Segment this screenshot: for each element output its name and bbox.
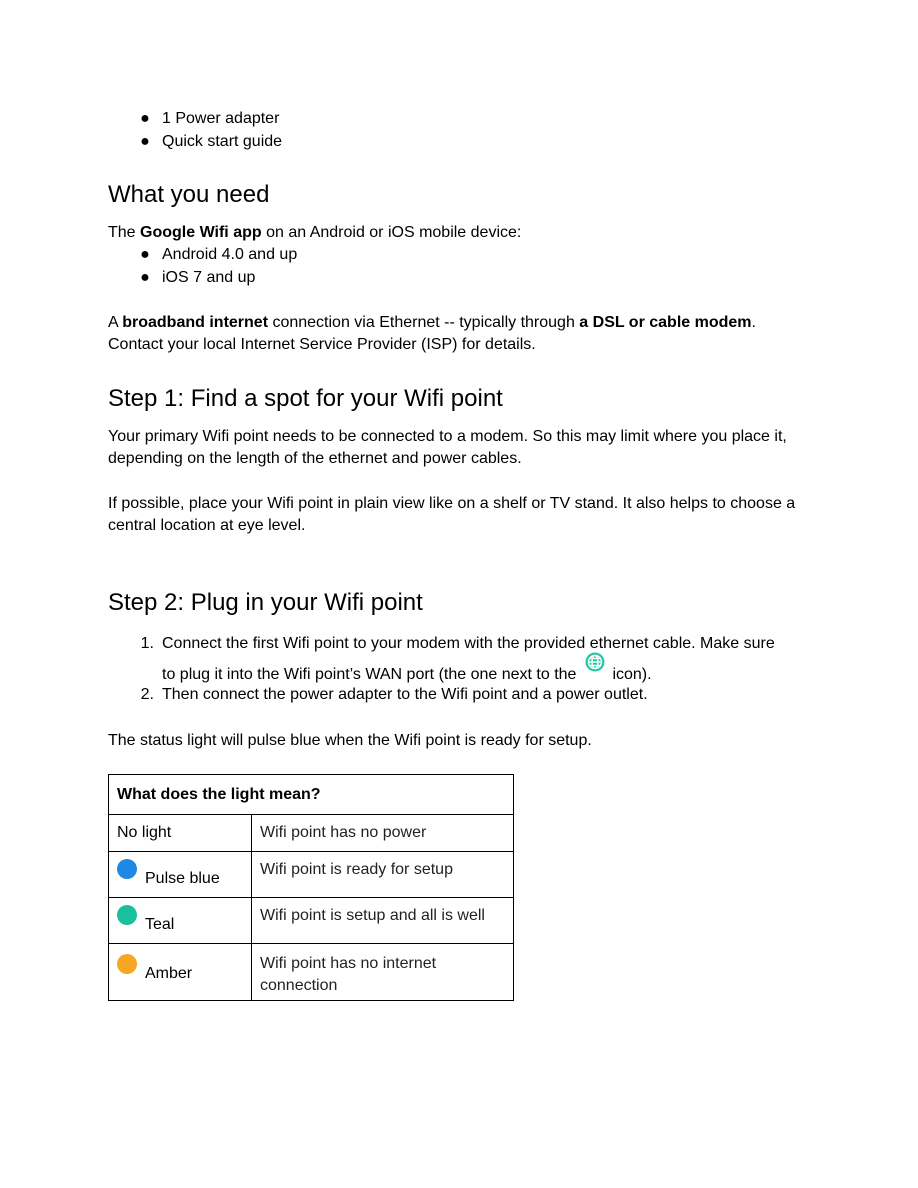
blue-light-icon xyxy=(117,859,137,879)
amber-light-icon xyxy=(117,954,137,974)
meaning-cell: Wifi point has no power xyxy=(252,815,514,852)
bullet-icon: ● xyxy=(140,268,150,286)
broadband-requirement-text: A broadband internet connection via Ethernet -- typically through a DSL or cable modem. Contact your local Internet Service Provider (ISP) for details. xyxy=(108,314,756,353)
table-row xyxy=(109,815,514,852)
meaning-cell: Wifi point has no internet connection xyxy=(252,944,514,1001)
app-requirement-text: The Google Wifi app on an Android or iOS mobile device: xyxy=(108,224,522,241)
table-row xyxy=(109,852,514,898)
meaning-cell: Wifi point is setup and all is well xyxy=(252,898,514,944)
list-item: 2. Then connect the power adapter to the Wifi point and a power outlet. xyxy=(140,686,648,703)
light-meaning-table xyxy=(108,774,514,1001)
bullet-icon: ● xyxy=(140,132,150,150)
setup-steps-list xyxy=(108,629,828,707)
table-header-row xyxy=(109,775,514,815)
section-heading-step-1: Step 1: Find a spot for your Wifi point xyxy=(108,385,503,412)
light-cell: No light xyxy=(109,815,252,852)
step1-paragraph-1: Your primary Wifi point needs to be connected to a modem. So this may limit where you place it, depending on the length of the ethernet and power cables. xyxy=(108,428,787,467)
bullet-icon: ● xyxy=(140,110,150,127)
status-light-note: The status light will pulse blue when the Wifi point is ready for setup. xyxy=(108,732,592,749)
section-heading-what-you-need: What you need xyxy=(108,181,270,208)
package-contents-list xyxy=(108,108,282,153)
table-row xyxy=(109,944,514,1001)
light-cell: Pulse blue xyxy=(109,852,252,898)
section-heading-step-2: Step 2: Plug in your Wifi point xyxy=(108,589,423,616)
globe-icon xyxy=(584,651,606,673)
light-cell: Amber xyxy=(109,944,252,1001)
step1-paragraph-2: If possible, place your Wifi point in plain view like on a shelf or TV stand. It also helps to choose a central location at eye level. xyxy=(108,495,796,534)
table-row xyxy=(109,898,514,944)
list-item: ● iOS 7 and up xyxy=(108,267,297,290)
list-item: ● Android 4.0 and up xyxy=(108,244,297,267)
light-cell: Teal xyxy=(109,898,252,944)
teal-light-icon xyxy=(117,905,137,925)
list-item: ● Quick start guide xyxy=(108,131,282,154)
meaning-cell: Wifi point is ready for setup xyxy=(252,852,514,898)
list-item: ● 1 Power adapter xyxy=(108,108,282,131)
list-item: 1. Connect the first Wifi point to your modem with the provided ethernet cable. Make sure to plug it into the Wifi point’s WAN port (the one next to the icon). xyxy=(140,635,775,683)
os-requirements-list xyxy=(108,244,297,289)
table-header: What does the light mean? xyxy=(109,775,514,815)
bullet-icon: ● xyxy=(140,246,150,263)
